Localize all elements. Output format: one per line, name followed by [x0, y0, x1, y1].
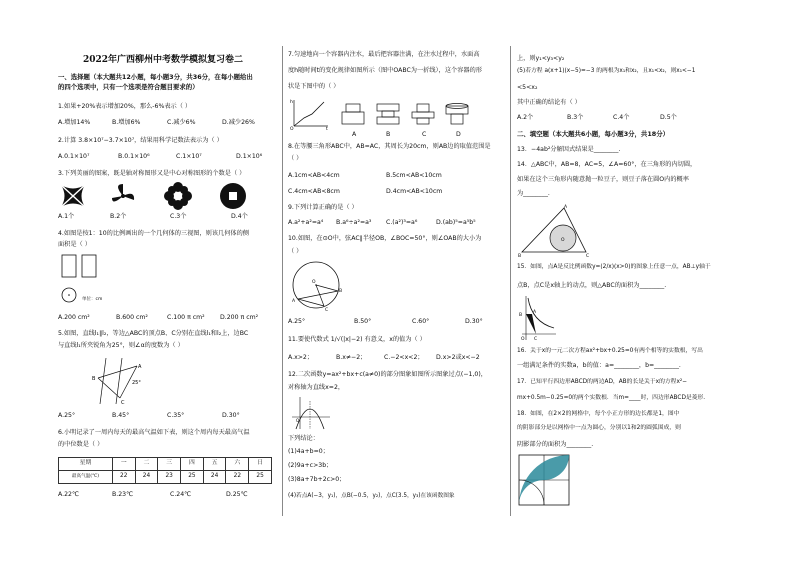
question-7-cont: 度h随时间t的变化规律如图所示（图中OABC为一折线），这个容器的形	[288, 67, 482, 74]
pattern-flower-icon	[163, 182, 193, 210]
q12-option-b: B.3个	[567, 114, 584, 121]
question-10: 10.如图，在⊙O中，弦AC∥半径OB，∠BOC=50°，则∠OAB的大小为	[288, 235, 482, 242]
question-14-cont2: 为________.	[517, 190, 550, 197]
svg-text:A: A	[292, 299, 296, 304]
q11-option-d: D.x>2或x<−2	[436, 354, 480, 361]
q9-option-c: C.(a²)³=a⁶	[386, 219, 418, 226]
q6-option-a: A.22℃	[58, 491, 79, 498]
question-15-cont: 点B，点C是x轴上的动点，则△ABC的面积为________.	[517, 282, 667, 289]
q1-option-d: D.减少26%	[222, 119, 255, 126]
table-cell: 二	[135, 458, 158, 471]
question-7: 7.匀速地向一个容器内注水，最后把容器注满，在注水过程中，水面高	[288, 51, 480, 58]
table-cell: 22	[226, 471, 249, 484]
q11-option-a: A.x>2；	[288, 354, 314, 361]
question-12: 12.二次函数y=ax²+bx+c(a≠0)的部分图象如图所示图象过点(−1,0)，	[288, 371, 487, 378]
container-a-icon	[340, 102, 370, 128]
table-cell: 五	[203, 458, 226, 471]
svg-text:O: O	[290, 127, 294, 132]
parabola-figure	[290, 395, 332, 431]
q2-option-a: A.0.1×10⁷	[58, 153, 90, 160]
svg-text:O: O	[296, 418, 300, 423]
q6-option-b: B.23℃	[112, 491, 134, 498]
question-17: 17．已知平行四边形ABCD的两边AD，AB的长是关于x的方程x²−	[517, 379, 688, 385]
q9-option-d: D.(ab)⁵=a⁵b⁵	[436, 219, 476, 226]
q3-option-d: D.4个	[231, 213, 248, 220]
question-18-cont: 的阴影部分是以网格中一点为圆心，分别以1和2的圆弧围成，则	[517, 425, 681, 431]
circle-chord-figure	[290, 258, 342, 312]
svg-text:t: t	[326, 127, 328, 132]
column-divider-1	[282, 46, 283, 516]
question-9: 9.下列计算正确的是（ ）	[288, 204, 358, 211]
hyperbola-figure	[518, 294, 558, 342]
svg-text:A: A	[138, 364, 142, 370]
container-c-icon	[410, 102, 440, 128]
q4-option-a: A.200 cm²	[58, 314, 90, 321]
q4-unit-label: 单位：cm	[82, 297, 103, 302]
table-cell: 三	[158, 458, 181, 471]
q1-option-b: B.增加6%	[112, 119, 141, 126]
table-cell: 一	[112, 458, 135, 471]
container-d-icon	[444, 102, 474, 128]
q3-option-b: B.2个	[110, 213, 127, 220]
section-2-heading: 二、填空题（本大题共6小题，每小题3分，共18分）	[517, 130, 669, 138]
q9-option-b: B.a⁶÷a²=a³	[336, 219, 372, 226]
q9-option-a: A.a²+a²=a⁴	[288, 219, 324, 226]
svg-text:B: B	[519, 313, 523, 318]
temperature-table	[58, 457, 272, 484]
svg-text:O: O	[312, 280, 316, 285]
question-16: 16．关于x的一元二次方程ax²+bx+0.25=0有两个相等的实数根，写出	[517, 348, 703, 354]
svg-text:B: B	[339, 289, 343, 294]
q10-option-a: A.25°	[288, 318, 306, 325]
svg-text:C: C	[586, 254, 590, 259]
q5-option-b: B.45°	[112, 412, 130, 419]
question-10-cont: （ ）	[288, 248, 303, 255]
q12-option-a: A.2个	[517, 114, 534, 121]
question-6: 6.小明记录了一周内每天的最高气温如下表，则这个周内每天最高气温	[58, 429, 250, 436]
svg-text:C: C	[121, 400, 125, 406]
q4-option-c: C.100 π cm²	[167, 314, 205, 321]
question-14-cont: 如果在这个三角形内随意抛一粒豆子，则豆子落在圆O内的概率	[517, 176, 689, 183]
question-14: 14．△ABC中，AB=8，AC=5，∠A=60°，在三角形的内切圆，	[517, 161, 697, 168]
table-cell: 星期	[59, 458, 113, 471]
question-5-cont: 与直线l₁所夹锐角为25°，则∠α的度数为（ ）	[58, 342, 184, 349]
section-1-heading: 一、选择题（本大题共12小题，每小题3分，共36分，在每小题给出	[58, 73, 253, 81]
table-cell: 四	[181, 458, 204, 471]
svg-text:B: B	[92, 376, 96, 382]
column-divider-2	[510, 46, 511, 516]
q2-option-c: C.1×10⁷	[176, 153, 202, 160]
q4-option-d: D.200 π cm²	[220, 314, 259, 321]
grid-shaded-figure	[517, 453, 571, 507]
table-row	[59, 471, 272, 484]
question-3: 3.下列美丽的图案，既是轴对称图形又是中心对称图形的个数是（ ）	[58, 170, 246, 177]
table-cell: 25	[181, 471, 204, 484]
question-16-cont: 一组满足条件的实数a，b的值：a=________，b=________.	[517, 362, 681, 369]
q12-conclusion-4-cont: 上，则y₁<y₃<y₂	[517, 55, 565, 62]
q2-option-d: D.1×10⁶	[236, 153, 263, 160]
q6-option-c: C.24℃	[170, 491, 192, 498]
triangle-incircle-figure	[518, 204, 590, 258]
table-cell: 25	[249, 471, 272, 484]
question-11: 11.要使代数式 1/√(|x|−2) 有意义，x的值为（ ）	[288, 336, 426, 343]
q7-option-c: C	[422, 131, 427, 138]
q1-option-c: C.减少6%	[167, 119, 196, 126]
q7-option-d: D	[456, 131, 461, 138]
table-header-row	[59, 458, 272, 471]
q10-option-b: B.50°	[354, 318, 372, 325]
q1-option-a: A.增加14%	[58, 119, 91, 126]
q8-option-d: D.4cm<AB<10cm	[386, 188, 443, 195]
pattern-x-icon	[58, 182, 88, 210]
svg-text:B: B	[518, 254, 522, 259]
question-13: 13．−4ab²分解因式结果是________.	[517, 146, 621, 153]
q12-conclusion-1: (1)4a+b=0；	[288, 448, 329, 455]
table-cell: 23	[158, 471, 181, 484]
svg-text:A: A	[564, 205, 568, 210]
table-cell: 日	[249, 458, 272, 471]
q3-option-c: C.3个	[170, 213, 187, 220]
q12-option-d: D.5个	[660, 114, 677, 121]
question-18-cont2: 阴影部分的面积为________.	[517, 441, 594, 448]
question-15: 15．如图，点A是反比例函数y=(2/x)(x>0)的图象上任意一点，AB⊥y轴于	[517, 264, 711, 270]
question-4-cont: 面积是（ ）	[58, 241, 91, 248]
question-18: 18．如图，在2×2的网格中，每个小正方形的边长都是1，图中	[517, 411, 680, 417]
table-cell: 22	[112, 471, 135, 484]
q5-option-a: A.25°	[58, 412, 76, 419]
q10-option-c: C.60°	[412, 318, 430, 325]
question-8-cont: （ ）	[288, 155, 303, 162]
q8-option-c: C.4cm<AB<8cm	[288, 188, 340, 195]
question-12-cont: 对称轴为直线x=2，	[288, 384, 345, 391]
q12-ask: 其中正确的结论有（ ）	[517, 99, 581, 106]
q8-option-b: B.5cm<AB<10cm	[386, 172, 442, 179]
water-level-graph	[290, 98, 330, 130]
parallel-lines-figure	[92, 356, 162, 406]
q4-option-b: B.600 cm²	[116, 314, 148, 321]
q5-option-c: C.35°	[167, 412, 185, 419]
question-8: 8.在等腰三角形ABC中，AB=AC，其周长为20cm，则AB边的取值范围是	[288, 143, 491, 150]
pattern-propeller-icon	[108, 182, 138, 210]
svg-text:O: O	[521, 337, 525, 342]
svg-text:h: h	[290, 100, 293, 105]
question-17-cont: mx+0.5m−0.25=0的两个实数根．当m=____时，四边形ABCD是菱形.	[517, 395, 706, 401]
q5-option-d: D.30°	[222, 412, 240, 419]
q6-option-d: D.25℃	[226, 491, 248, 498]
table-cell: 24	[135, 471, 158, 484]
question-5: 5.如图，直线l₁∥l₂，等边△ABC的顶点B、C分别在直线l₁和l₂上，边BC	[58, 330, 249, 337]
q8-option-a: A.1cm<AB<4cm	[288, 172, 340, 179]
q12-conclusions-title: 下列结论：	[288, 435, 319, 442]
q11-option-c: C.−2<x<2；	[384, 354, 424, 361]
svg-text:A: A	[533, 310, 537, 315]
q12-conclusion-4: (4)若点A(−3，y₁)，点B(−0.5，y₂)，点C(3.5，y₃)在该函数图象	[288, 493, 455, 499]
q2-option-b: B.0.1×10⁶	[118, 153, 150, 160]
svg-text:25°: 25°	[132, 380, 141, 386]
question-4: 4.如图是按1：10的比例画出的一个几何体的三视图，则该几何体的侧	[58, 230, 249, 237]
svg-text:C: C	[534, 337, 538, 342]
q3-option-a: A.1个	[58, 213, 75, 220]
q12-option-c: C.4个	[613, 114, 630, 121]
q7-option-b: B	[386, 131, 391, 138]
question-2: 2.计算 3.8×10⁷−3.7×10⁷，结果用科学记数法表示为（ ）	[58, 137, 223, 144]
q10-option-d: D.30°	[465, 318, 483, 325]
q12-conclusion-3: (3)8a+7b+2c>0；	[288, 476, 346, 483]
q12-conclusion-5-cont: <5<x₂	[517, 84, 538, 91]
container-b-icon	[375, 102, 405, 128]
q7-option-a: A	[352, 131, 357, 138]
table-cell: 六	[226, 458, 249, 471]
table-cell: 24	[203, 471, 226, 484]
exam-title: 2022年广西柳州中考数学模拟复习卷二	[82, 55, 244, 65]
q11-option-b: B.x≠−2；	[336, 354, 367, 361]
svg-text:C: C	[325, 308, 329, 313]
question-7-cont2: 状是下图中的（ ）	[288, 83, 340, 90]
q12-conclusion-2: (2)9a+c>3b；	[288, 462, 333, 469]
table-cell: 最高气温(℃)	[59, 471, 113, 484]
section-1-heading-cont: 的四个选项中，只有一个选项是符合题目要求的）	[58, 83, 199, 91]
pattern-coin-icon	[218, 182, 248, 210]
question-1: 1.如果+20%表示增加20%，那么-6%表示（ ）	[58, 103, 192, 110]
q12-conclusion-5: (5)若方程 a(x+1)(x−5)=−3 的两根为x₁和x₂，且x₁<x₂，则x₁<−1	[517, 68, 696, 74]
svg-text:O: O	[561, 238, 565, 243]
question-6-cont: 的中位数是（ ）	[58, 441, 104, 448]
